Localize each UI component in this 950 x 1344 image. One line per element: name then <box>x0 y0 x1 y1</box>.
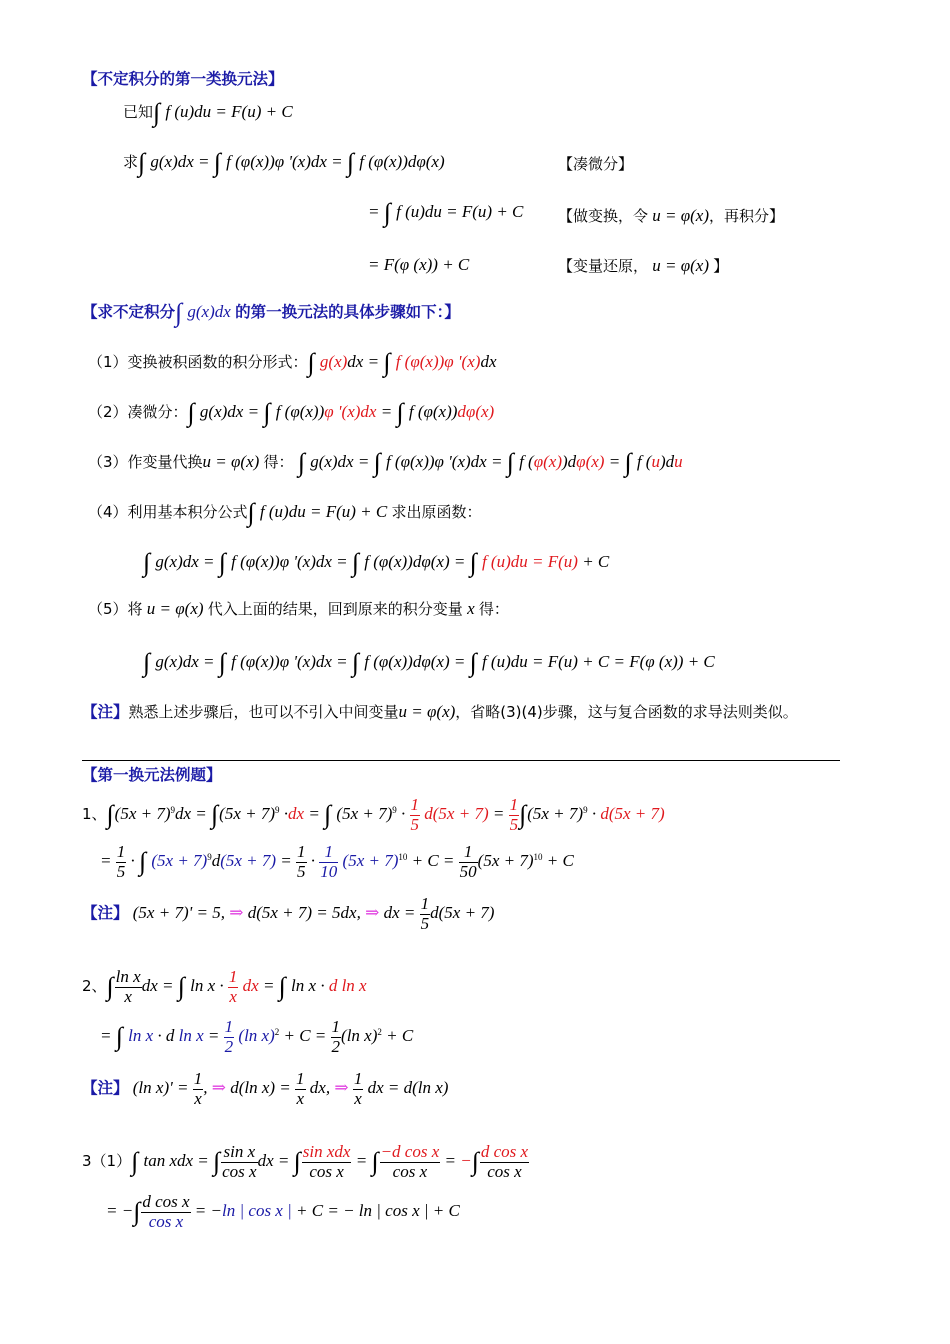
tag-substitution: 【做变换，令 u = φ(x)，再积分】 <box>558 206 785 225</box>
section-title-examples: 【第一换元法例题】 <box>82 766 222 784</box>
step-5-formula: ∫ g(x)dx = ∫ f (φ(x))φ '(x)dx = ∫ f (φ(x))dφ(x) = ∫ f (u)du = F(u) + C = F(φ (x)) + C <box>143 648 715 677</box>
formula-known: 已知∫ f (u)du = F(u) + C <box>123 98 293 127</box>
example-1-line-1: 1、$\int(5x + 7)^9dx = \int(5x + 7)^9 \cdot dx$ = ∫ $(5x + 7)^9$ · $\frac{1}{5}$ d(5x + 7) = $\frac{1}{5}$ $\int(5x + 7)^9 \cdot d(5x + 7)$ <box>82 795 665 834</box>
formula-step-sub: = ∫ f (u)du = F(u) + C <box>368 198 524 227</box>
step-4: （4）利用基本积分公式∫ f (u)du = F(u) + C 求出原函数： <box>88 498 482 527</box>
formula-seek: 求∫ g(x)dx = ∫ f (φ(x))φ '(x)dx = ∫ f (φ(x))dφ(x) <box>123 148 445 177</box>
section-title-steps: 【求不定积分∫ g(x)dx 的第一换元法的具体步骤如下：】 <box>82 298 460 327</box>
tag-cou-weifen: 【凑微分】 <box>558 155 634 173</box>
divider <box>82 760 840 761</box>
step-1: （1）变换被积函数的积分形式：∫ g(x)dx = ∫ f (φ(x))φ '(x)dx <box>88 348 497 377</box>
example-2-line-1: 2、∫ $\frac{\text{ln x}}{x}$ dx = ∫ ln x · $\frac{1}{x}$ dx = ∫ ln x · d ln x <box>82 967 367 1006</box>
step-2: （2）凑微分：∫ g(x)dx = ∫ f (φ(x))φ '(x)dx = ∫ f (φ(x))dφ(x) <box>88 398 495 427</box>
example-2-note: 【注】 (ln x)' = $\frac{1}{x}$ , ⇒ d(ln x) = $\frac{1}{x}$ dx, ⇒ $\frac{1}{x}$ dx = d(ln x) <box>82 1069 449 1108</box>
tag-variable-restore: 【变量还原， u = φ(x) 】 <box>558 256 729 275</box>
example-1-line-2: = $\frac{1}{5}$ · ∫ $(5x + 7)^9d(5x + 7)$ = $\frac{1}{5}$ · $\frac{1}{10}$ $(5x + 7)^{10} + C$ = $\frac{1}{50}$ $(5x + 7)^{10} + C$ <box>100 842 574 881</box>
example-3-line-1: 3（1）∫ tan xdx = ∫ $\frac{\text{sin x}}{\text{cos x}}$ dx = ∫ sin xdx cos x = ∫ $\frac{\text{−d cos x}}{\text{cos x}}$ = −∫ $\frac{\text{d cos x}}{\text{cos x}}$ <box>82 1142 529 1181</box>
formula-step-back: = F(φ (x)) + C <box>368 255 470 274</box>
step-4-formula: ∫ g(x)dx = ∫ f (φ(x))φ '(x)dx = ∫ f (φ(x))dφ(x) = ∫ f (u)du = F(u) + C <box>143 548 610 577</box>
example-2-line-2: = ∫ ln x · d ln x = $\frac{1}{2}$ (ln x)$^2$ + C = $\frac{1}{2}$ (ln x)$^2$ + C <box>100 1017 414 1056</box>
section-title-first-substitution: 【不定积分的第一类换元法】 <box>82 70 284 88</box>
note-1: 【注】熟悉上述步骤后，也可以不引入中间变量u = φ(x)，省略(3)(4)步骤，这与复合函数的求导法则类似。 <box>82 702 798 721</box>
step-3: （3）作变量代换u = φ(x) 得： ∫ g(x)dx = ∫ f (φ(x))φ '(x)dx = ∫ f (φ(x))dφ(x) = ∫ f (u)du <box>88 448 683 477</box>
example-3-line-2: = −∫ $\frac{\text{d cos x}}{\text{cos x}}$ = −ln | cos x | + C = − ln | cos x | + C <box>106 1192 460 1231</box>
label-known: 已知 <box>123 103 154 121</box>
example-1-note: 【注】 (5x + 7)' = 5, ⇒ d(5x + 7) = 5dx, ⇒ dx = $\frac{1}{5}$ d(5x + 7) <box>82 894 495 933</box>
step-5: （5）将 u = φ(x) 代入上面的结果，回到原来的积分变量 x 得： <box>88 599 509 618</box>
label-seek: 求 <box>123 153 139 171</box>
